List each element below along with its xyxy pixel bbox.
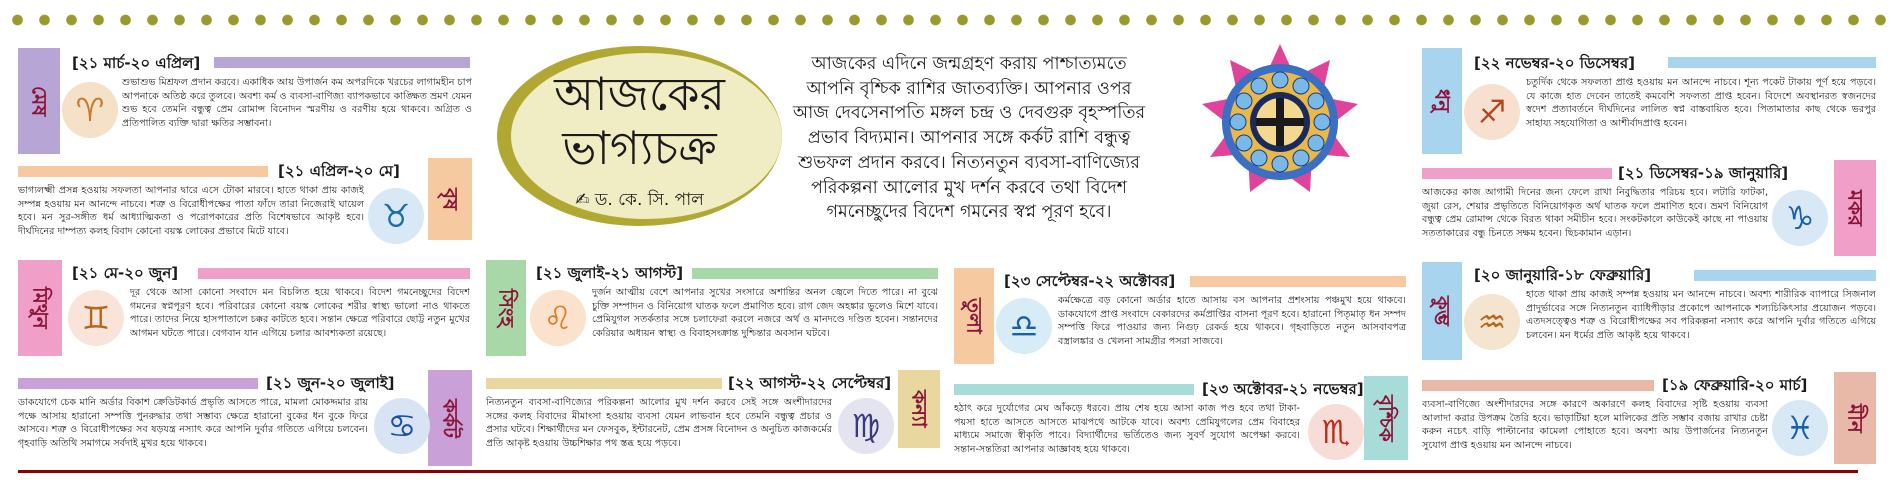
- sign-badge: [898, 370, 940, 448]
- sign-forecast-text: শুভাশুভ মিশ্রফল প্রদান করবে। একাধিক আয় উপার্জন কম অপরদিকে খরচের লাগামহীন চাপ আপনাকে অতিষ্ঠ করে তুলবে। অবশ্য কর্ম ও ব্যবসা-বাণিজ্য ব্যাপকভাবে কাঙ্ক্ষিত ভ্রমণ যেমন শুভ হবে তেমনি বন্ধুত্ব প্রেম রোমান্স বিনোদন স্মরণীয় ও বরণীয় হয়ে থাকবে। অগ্রিত ও প্রতিপালিত ব্যক্তি দ্বারা ক্ষতির সম্ভাবনা।: [122, 77, 472, 129]
- sign-name: কুম্ভ: [1430, 296, 1455, 326]
- sign-forecast-text: চতুর্দিক থেকে সফলতা প্রাপ্ত হওয়ায় মন আনন্দে নাচবে। শূন্য পকেট টাকায় পূর্ণ হয়ে পড়বে। যে কাজে হাত দেবেন তাতেই কমবেশি সফলতা প্রাপ্ত হবেন। বিদেশে অবস্থানরত স্বজনদের স্বদেশ প্রত্যাবর্তনে দীর্ঘদিনের লালিত স্বপ্ন বাস্তবায়িত হবে। পিতামাতার কাছ থেকে ভরপুর সাহায্য সহযোগিতা ও আশীর্বাদপ্রাপ্ত হবেন।: [1526, 77, 1876, 129]
- sign-badge: [428, 370, 472, 466]
- sign-date-range: [২৩ অক্টোবর-২১ নভেম্বর]: [1202, 380, 1364, 398]
- sign-date-range: [২১ মার্চ-২০ এপ্রিল]: [72, 54, 201, 72]
- sign-badge: [1364, 376, 1408, 460]
- sign-block-capricorn: [1422, 160, 1876, 256]
- sign-date-range: [২৩ সেপ্টেম্বর-২২ অক্টোবর]: [1004, 272, 1176, 290]
- sign-block-scorpio: [954, 376, 1408, 468]
- aries-icon: ♈: [62, 82, 118, 138]
- sign-name: ধনু: [1430, 89, 1455, 113]
- sign-date-range: [২১ ডিসেম্বর-১৯ জানুয়ারি]: [1618, 164, 1789, 182]
- intro-paragraph: আজকের এদিনে জন্মগ্রহণ করায় পাশ্চাত্যমতে আপনি বৃশ্চিক রাশির জাতব্যক্তি। আপনার ওপর আজ দেবসেনাপতি মঙ্গল চন্দ্র ও দেবগুরু বৃহস্পতির প্রভাব বিদ্যমান। আপনার সঙ্গে কর্কট রাশি বন্ধুত্ব শুভফল প্রদান করবে। নিত্যনতুন ব্যবসা-বাণিজ্যের পরিকল্পনা আলোর মুখ দর্শন করবে তথা বিদেশ গমনেচ্ছুদের বিদেশ গমনের স্বপ্ন পূরণ হবে।: [792, 54, 1146, 223]
- sign-block-cancer: [18, 370, 472, 468]
- sign-block-gemini: [18, 260, 472, 360]
- accent-bar: [1422, 380, 1654, 391]
- sign-forecast-text: নিত্যনতুন ব্যবসা-বাণিজ্যের পরিকল্পনা আলোর মুখ দর্শন করবে সেই সঙ্গে অংশীদারদের সঙ্গের কলহ বিবাদের মীমাংসা হওয়ায় ব্যবসা যেমন লাভবান হবে তেমনি বন্ধুত্ব প্রচার ও প্রসার ঘটবে। শিক্ষার্থীদের মন ফেসবুক, ইন্টারনেট, প্রেম প্রসঙ্গ বিনোদন ও অনুচিত কাজকর্মের প্রতি আকৃষ্ট হওয়ায় উচ্চশিক্ষার পথ স্তব্ধ হয়ে পড়বে।: [486, 397, 832, 449]
- sign-name: বৃষ: [438, 187, 463, 211]
- accent-bar: [214, 57, 470, 68]
- sign-block-aquarius: [1422, 262, 1876, 362]
- sign-date-range: [২১ জুলাই-২১ আগস্ট]: [536, 264, 684, 282]
- sign-name: কন্যা: [907, 390, 932, 428]
- sign-block-pisces: [1422, 372, 1876, 468]
- sign-block-taurus: [18, 158, 472, 254]
- sign-date-range: [২১ মে-২০ জুন]: [72, 264, 179, 282]
- sign-badge: [486, 260, 526, 356]
- page-title-line2: ভাগ্যচক্র: [562, 121, 717, 175]
- accent-bar: [1668, 57, 1876, 68]
- sign-badge: [1834, 160, 1876, 256]
- page-title-line1: আজকের: [554, 67, 725, 121]
- sign-block-libra: [954, 268, 1408, 368]
- sign-name: মীন: [1843, 403, 1868, 433]
- sign-date-range: [২০ জানুয়ারি-১৮ ফেব্রুয়ারি]: [1474, 266, 1652, 284]
- accent-bar: [486, 378, 722, 389]
- sign-forecast-text: হঠাৎ করে দুর্যোগের মেঘ আঁকড়ে ধরবে। প্রায় শেষ হয়ে আসা কাজ পণ্ড হবে তথা টাকা-পয়সা হাতে আসতে আসতে মাঝপথে আটকে যাবে। অবশ্য প্রেমিযুগলের প্রেম বিবাহের মাধ্যমে সমাজে স্বীকৃতি পাবে। বিদ্যার্থীদের ভর্তিতেও জন্য সুবর্ণ সুযোগ অপেক্ষা করবে। সন্তান-সন্ততিরা আপনার আজ্ঞাবহ হয়ে থাকবে।: [954, 403, 1300, 455]
- dotted-border-top: [0, 0, 1893, 26]
- title-emblem: [497, 46, 782, 226]
- cancer-icon: ♋: [374, 398, 430, 454]
- accent-bar: [1190, 276, 1406, 287]
- accent-bar: [1422, 168, 1612, 179]
- sign-block-aries: [18, 48, 472, 154]
- sagittarius-icon: ♐: [1464, 84, 1520, 140]
- sign-badge: [428, 158, 472, 240]
- sign-badge: [18, 260, 62, 356]
- sign-date-range: [২২ আগস্ট-২২ সেপ্টেম্বর]: [728, 374, 892, 392]
- sign-name: সিংহ: [494, 288, 519, 328]
- sign-date-range: [২১ জুন-২০ জুলাই]: [266, 374, 395, 392]
- pisces-icon: ♓: [1772, 400, 1828, 456]
- accent-bar: [1694, 270, 1876, 281]
- sign-badge: [1834, 372, 1876, 464]
- sign-forecast-text: আজকের কাজ আগামী দিনের জন্য ফেলে রাখা নিবুদ্ধিতার পরিচয় হবে। লটারি ফাটকা, জুয়া রেস, শেয়ার প্রভৃতিতে বিনিয়োগকৃত অর্থ ঘাতক ফলে প্রমাণিত হবে। ভ্রমণ বিনিয়োগ বন্ধুত্ব প্রেম রোমান্স থেকে বিরত থাকা সমীচীন হবে। সংকটকালে কাউকেই কাছে না পাওয়ায় সততাকারের বন্ধু চিনতে সক্ষম হবেন। ছিচকামান এড়ান।: [1422, 187, 1768, 239]
- sign-name: মকর: [1843, 189, 1868, 227]
- sign-badge: [18, 48, 60, 154]
- capricorn-icon: ♑: [1772, 190, 1828, 246]
- sign-forecast-text: দূর থেকে আসা কোনো সংবাদে মন বিচলিত হয়ে থাকবে। বিদেশ গমনেচ্ছুদের বিদেশ গমনের স্বপ্নপূরণ হবে। পরিবারের কোনো বয়স্ক লোকের শরীর স্বাস্থ্য ভালো নাও থাকতে পারে। তাদের নিয়ে হাসপাতালে চক্কর কাটতে হবে। সন্তান ক্ষেত্রে পরিবারে ছোট্ট নতুন মুখের আগমন ঘটতে পারে। বেগবান যান এগিয়ে চলার আবশ্যকতা রয়েছে।: [130, 287, 470, 339]
- author-byline: ✍ ড. কে. সি. পাল: [575, 190, 704, 210]
- sign-date-range: [১৯ ফেব্রুয়ারি-২০ মার্চ]: [1662, 376, 1808, 394]
- zodiac-wheel-icon: [1200, 42, 1360, 202]
- accent-bar: [18, 378, 258, 389]
- sign-block-sagittarius: [1422, 48, 1876, 154]
- sign-forecast-text: ব্যবসা-বাণিজ্যে অংশীদারদের সঙ্গে কারণে অকারণে কলহ বিবাদের সৃষ্টি হওয়ায় ব্যবসা আলাদা করার উপক্রম তৈরি হবে। ভাড়াটিয়া হলে মালিকের প্রতি সম্ভাব বজায় রাখার চেষ্টা করুন নচেৎ বাড়ি পাল্টানোর কামেলা পোহাতে হবে। অবশ্য আয় উপার্জনের নিত্যনতুন সুযোগ প্রাপ্ত হওয়ায় মন আনন্দে নাচবে।: [1422, 399, 1768, 451]
- accent-bar: [198, 268, 470, 279]
- gemini-icon: ♊: [68, 290, 124, 346]
- sign-name: কর্কট: [438, 398, 463, 438]
- sign-badge: [1422, 262, 1462, 360]
- sign-block-virgo: [486, 370, 940, 468]
- aquarius-icon: ♒: [1464, 294, 1520, 350]
- sign-forecast-text: ডাকযোগে চেক মানি অর্ডার বিকাশ ক্রেডিটকার্ড প্রভৃতি আসতে পারে, মামলা মোকদ্দমার রায় পক্ষে আসায় হারানো সম্পত্তি পুনরুদ্ধার তথা সম্ভাব্য ক্ষেত্রে হারানো বুকের ধন বুকে ফিরে আসবে। শত্রু ও বিরোধীপক্ষের সব ষড়যন্ত্র নস্যাৎ করে আপনি দুর্বার গতিতে এগিয়ে চলবেন। গৃহবাড়ি অতিথি সমাগমে সর্বদাই মুখর হয়ে থাকবে।: [18, 397, 368, 449]
- leo-icon: ♌: [530, 290, 586, 346]
- sign-name: মেষ: [27, 85, 52, 117]
- scorpio-icon: ♏: [1308, 404, 1364, 460]
- sign-forecast-text: ভাগ্যলক্ষ্মী প্রসন্ন হওয়ায় সফলতা আপনার দ্বারে এসে টোকা মারবে। হাতে থাকা প্রায় কাজই সম্পন্ন হওয়ায় মন আনন্দে নাচবে। শত্রু ও বিরোধীপক্ষের পাতা ফাঁদে তারা নিজেরাই ঘায়েল হবে। মন সুর-সঙ্গীত ধর্ম আধ্যাত্মিকতা ও পরোপকারের প্রতি বিশেষভাবে আকৃষ্ট হবে। দীর্ঘদিনের দাম্পত্য কলহ বিবাদ কোনো বয়স্ক লোকের প্রভাবে মিটে যাবে।: [18, 185, 364, 237]
- sign-badge: [1422, 48, 1462, 154]
- sign-name: বৃশ্চিক: [1374, 394, 1399, 442]
- accent-bar: [692, 268, 938, 279]
- sign-name: তুলা: [962, 298, 987, 334]
- sign-forecast-text: দুর্জন আত্মীয় বেশে আপনার সুখের সংসারে অশান্তির অনল জ্বেলে দিতে পারে। না বুঝে চুক্তি সম্পাদন ও বিনিয়োগ ঘাতক ফলে প্রমাণিত হবে। রাগ জেদ অহঙ্কার ভুলেও মিশে যাবে। প্রেমিযুগল সতর্কতার সঙ্গে চলাফেরা করলে নজরে অর্থ ও মানদণ্ডে দণ্ডিত হবেন। সন্তানদের কেরিয়ার অধ্যয়ন স্বাস্থ্য ও বিবাহসংক্রান্ত দুশ্চিন্তার অবসান ঘটবে।: [592, 287, 938, 339]
- sign-forecast-text: কর্মক্ষেত্রে বড় কোনো অর্ডার হাতে আসায় বস আপনার প্রশংসায় পঞ্চমুখ হয়ে থাকবে। ডাকযোগে প্রাপ্ত সংবাদে বেকারদের কর্মপ্রাপ্তির বাসনা পূরণ হবে। হারানো পিতৃমাতৃ ধন সম্পদ সম্পত্তি ফিরে পাওয়ার জন্য নিগুঢ় রেকর্ড হয়ে থাকবে। গৃহবাড়িতে নতুন আসবাবপত্র বস্ত্রালঙ্কার ও খেলনা সামগ্রীর পসরা সাজবে।: [1058, 295, 1406, 347]
- taurus-icon: ♉: [368, 188, 424, 244]
- bottom-rule: [18, 470, 1858, 473]
- accent-bar: [18, 166, 268, 177]
- sign-block-leo: [486, 260, 940, 360]
- sign-name: মিথুন: [28, 287, 53, 329]
- accent-bar: [954, 384, 1194, 395]
- virgo-icon: ♍: [838, 398, 894, 454]
- sign-date-range: [২২ নভেম্বর-২০ ডিসেম্বর]: [1474, 54, 1635, 72]
- sign-forecast-text: হাতে থাকা প্রায় কাজই সম্পন্ন হওয়ায় মন আনন্দে নাচবে। অবশ্য শারীরিক ব্যাপারে সিজনাল প্রাদুর্ভাবের সঙ্গে নিত্যনতুন ব্যাধিপীড়ার প্রকোপে আপনাকে শল্যচিকিৎসার প্রয়োজন পড়বে। এতদসত্ত্বেও শত্রু ও বিরোধীপক্ষের সব পরিকল্পনা নস্যাৎ করে আপনি দুর্বার গতিতে এগিয়ে চলবেন। মন ধর্মের প্রতি আকৃষ্ট হয়ে থাকবে।: [1526, 289, 1876, 341]
- libra-icon: ♎: [996, 298, 1052, 354]
- sign-date-range: [২১ এপ্রিল-২০ মে]: [278, 162, 400, 180]
- sign-badge: [954, 268, 994, 364]
